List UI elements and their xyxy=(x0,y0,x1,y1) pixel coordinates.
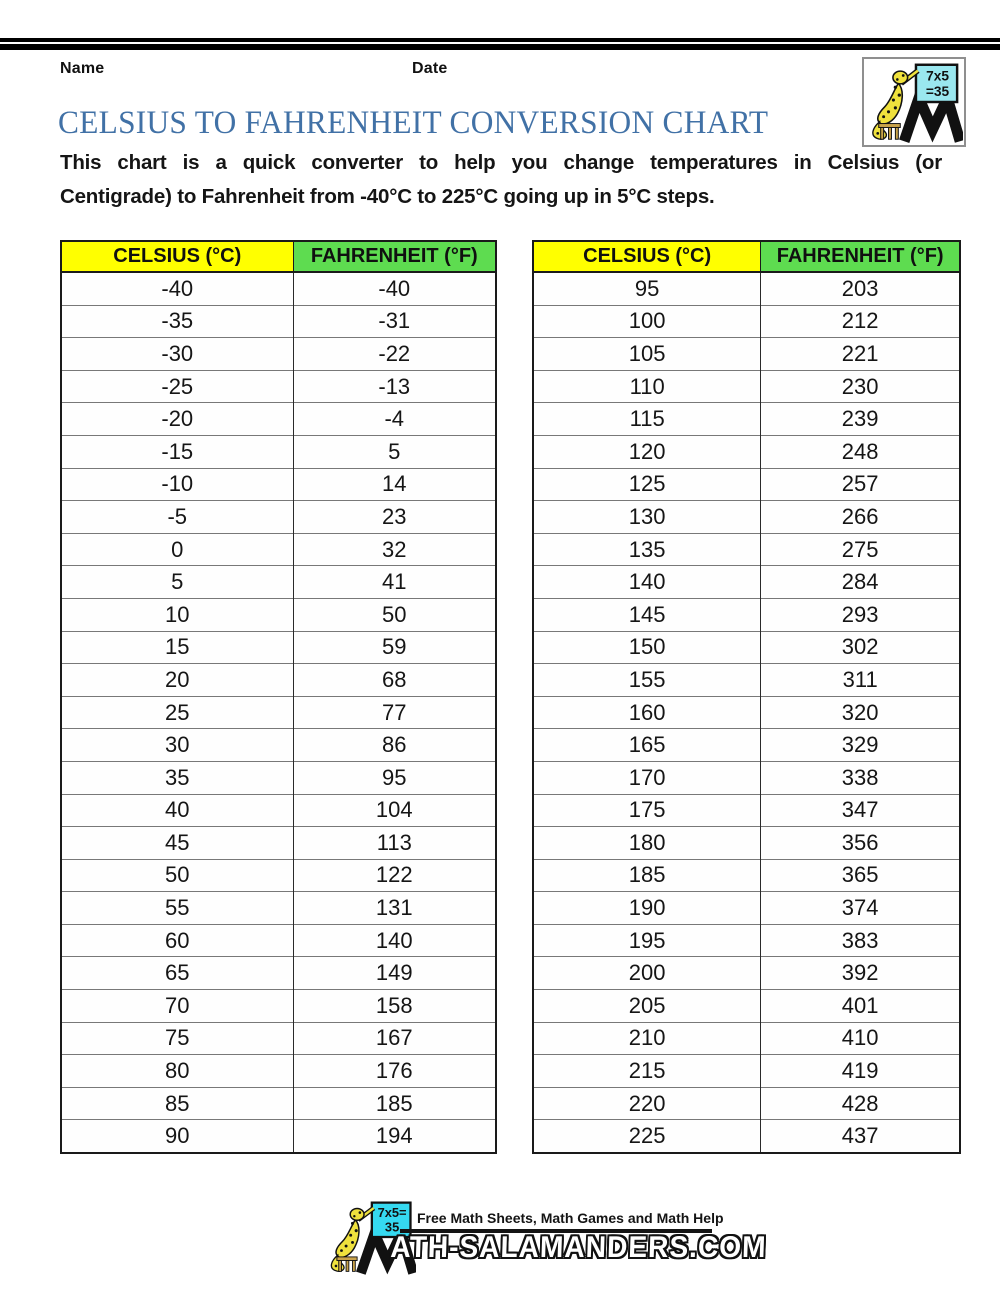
table-row xyxy=(533,924,960,957)
conversion-table-right xyxy=(532,240,961,1154)
description xyxy=(60,151,942,219)
fahrenheit-cell: 32 xyxy=(293,533,496,566)
fahrenheit-cell: 59 xyxy=(293,631,496,664)
fahrenheit-header: FAHRENHEIT (°F) xyxy=(761,241,960,272)
celsius-cell: 65 xyxy=(61,957,293,990)
celsius-cell: -35 xyxy=(61,305,293,338)
celsius-cell: 155 xyxy=(533,664,761,697)
fahrenheit-cell: 167 xyxy=(293,1022,496,1055)
fahrenheit-cell: 176 xyxy=(293,1055,496,1088)
celsius-cell: 125 xyxy=(533,468,761,501)
table-row xyxy=(533,794,960,827)
table-row xyxy=(61,761,496,794)
table-row xyxy=(533,696,960,729)
conversion-table xyxy=(532,240,961,1154)
table-row xyxy=(61,403,496,436)
fahrenheit-cell: 77 xyxy=(293,696,496,729)
celsius-cell: 220 xyxy=(533,1087,761,1120)
fahrenheit-cell: 248 xyxy=(761,435,960,468)
table-row xyxy=(61,305,496,338)
board-text-line2: 35 xyxy=(384,1219,400,1235)
table-row xyxy=(61,1055,496,1088)
date-label: Date xyxy=(412,60,448,77)
table-row xyxy=(533,1120,960,1153)
table-row xyxy=(61,501,496,534)
celsius-cell: 200 xyxy=(533,957,761,990)
fahrenheit-cell: 383 xyxy=(761,924,960,957)
board-text-line2: =35 xyxy=(925,84,950,100)
math-board xyxy=(916,65,957,102)
fahrenheit-cell: 104 xyxy=(293,794,496,827)
table-row xyxy=(61,533,496,566)
footer-tagline: Free Math Sheets, Math Games and Math Help xyxy=(417,1210,724,1226)
table-row xyxy=(61,729,496,762)
celsius-cell: 225 xyxy=(533,1120,761,1153)
celsius-cell: 210 xyxy=(533,1022,761,1055)
fahrenheit-cell: 140 xyxy=(293,924,496,957)
celsius-cell: 120 xyxy=(533,435,761,468)
table-row xyxy=(533,761,960,794)
fahrenheit-cell: 203 xyxy=(761,272,960,305)
fahrenheit-cell: 23 xyxy=(293,501,496,534)
celsius-cell: 165 xyxy=(533,729,761,762)
board-text-line1: 7x5= xyxy=(377,1205,407,1221)
fahrenheit-cell: -31 xyxy=(293,305,496,338)
celsius-cell: 175 xyxy=(533,794,761,827)
fahrenheit-cell: 122 xyxy=(293,859,496,892)
table-row xyxy=(61,338,496,371)
fahrenheit-cell: 419 xyxy=(761,1055,960,1088)
fahrenheit-cell: 266 xyxy=(761,501,960,534)
fahrenheit-cell: 338 xyxy=(761,761,960,794)
celsius-cell: 20 xyxy=(61,664,293,697)
table-row xyxy=(533,566,960,599)
celsius-cell: 170 xyxy=(533,761,761,794)
celsius-cell: 30 xyxy=(61,729,293,762)
celsius-cell: -10 xyxy=(61,468,293,501)
salamander-logo xyxy=(865,60,963,144)
celsius-cell: -20 xyxy=(61,403,293,436)
celsius-cell: 100 xyxy=(533,305,761,338)
celsius-header: CELSIUS (°C) xyxy=(61,241,293,272)
celsius-cell: 70 xyxy=(61,990,293,1023)
fahrenheit-cell: 131 xyxy=(293,892,496,925)
fahrenheit-cell: -40 xyxy=(293,272,496,305)
fahrenheit-cell: 302 xyxy=(761,631,960,664)
conversion-table xyxy=(60,240,497,1154)
table-row xyxy=(61,892,496,925)
table-row xyxy=(533,305,960,338)
celsius-cell: -40 xyxy=(61,272,293,305)
fahrenheit-cell: 320 xyxy=(761,696,960,729)
fahrenheit-cell: 86 xyxy=(293,729,496,762)
table-row xyxy=(533,1022,960,1055)
table-row xyxy=(533,631,960,664)
fahrenheit-cell: 356 xyxy=(761,827,960,860)
fahrenheit-cell: 113 xyxy=(293,827,496,860)
fahrenheit-cell: 275 xyxy=(761,533,960,566)
table-row xyxy=(61,794,496,827)
celsius-cell: 145 xyxy=(533,598,761,631)
table-row xyxy=(61,924,496,957)
celsius-cell: 135 xyxy=(533,533,761,566)
fahrenheit-cell: 329 xyxy=(761,729,960,762)
fahrenheit-cell: -22 xyxy=(293,338,496,371)
fahrenheit-cell: 257 xyxy=(761,468,960,501)
celsius-header: CELSIUS (°C) xyxy=(533,241,761,272)
fahrenheit-cell: 158 xyxy=(293,990,496,1023)
celsius-cell: 15 xyxy=(61,631,293,664)
fahrenheit-cell: 401 xyxy=(761,990,960,1023)
celsius-cell: 150 xyxy=(533,631,761,664)
fahrenheit-cell: 14 xyxy=(293,468,496,501)
celsius-cell: 180 xyxy=(533,827,761,860)
header-row xyxy=(533,241,960,272)
table-row xyxy=(533,664,960,697)
celsius-cell: -25 xyxy=(61,370,293,403)
celsius-cell: -5 xyxy=(61,501,293,534)
celsius-cell: 190 xyxy=(533,892,761,925)
celsius-cell: 205 xyxy=(533,990,761,1023)
fahrenheit-cell: 410 xyxy=(761,1022,960,1055)
page-title: CELSIUS TO FAHRENHEIT CONVERSION CHART xyxy=(58,105,769,141)
celsius-cell: 160 xyxy=(533,696,761,729)
table-row xyxy=(533,501,960,534)
table-row xyxy=(533,533,960,566)
fahrenheit-cell: 239 xyxy=(761,403,960,436)
table-row xyxy=(533,468,960,501)
celsius-cell: 10 xyxy=(61,598,293,631)
celsius-cell: 35 xyxy=(61,761,293,794)
celsius-cell: 25 xyxy=(61,696,293,729)
fahrenheit-cell: 5 xyxy=(293,435,496,468)
fahrenheit-cell: 230 xyxy=(761,370,960,403)
celsius-cell: 50 xyxy=(61,859,293,892)
table-row xyxy=(533,598,960,631)
letter-m-icon xyxy=(904,98,960,141)
celsius-cell: -15 xyxy=(61,435,293,468)
top-double-rule xyxy=(0,38,1000,50)
fahrenheit-cell: 212 xyxy=(761,305,960,338)
celsius-cell: 215 xyxy=(533,1055,761,1088)
celsius-cell: 115 xyxy=(533,403,761,436)
board-text-line1: 7x5 xyxy=(926,68,949,84)
fahrenheit-cell: 437 xyxy=(761,1120,960,1153)
fahrenheit-cell: 311 xyxy=(761,664,960,697)
celsius-cell: 105 xyxy=(533,338,761,371)
table-row xyxy=(533,892,960,925)
table-row xyxy=(61,631,496,664)
table-row xyxy=(61,827,496,860)
fahrenheit-cell: 428 xyxy=(761,1087,960,1120)
table-row xyxy=(533,859,960,892)
table-row xyxy=(61,696,496,729)
table-row xyxy=(533,435,960,468)
table-row xyxy=(533,990,960,1023)
name-label: Name xyxy=(60,60,105,77)
table-row xyxy=(61,1120,496,1153)
table-row xyxy=(61,370,496,403)
table-row xyxy=(533,827,960,860)
celsius-cell: 0 xyxy=(61,533,293,566)
celsius-cell: 45 xyxy=(61,827,293,860)
footer-wordmark: ATH-SALAMANDERS.COM xyxy=(389,1231,768,1264)
fahrenheit-cell: 392 xyxy=(761,957,960,990)
fahrenheit-cell: 50 xyxy=(293,598,496,631)
table-row xyxy=(61,664,496,697)
fahrenheit-cell: 374 xyxy=(761,892,960,925)
table-row xyxy=(533,403,960,436)
table-row xyxy=(533,729,960,762)
table-row xyxy=(61,990,496,1023)
celsius-cell: 95 xyxy=(533,272,761,305)
table-row xyxy=(61,1087,496,1120)
celsius-cell: 185 xyxy=(533,859,761,892)
celsius-cell: 60 xyxy=(61,924,293,957)
table-row xyxy=(61,598,496,631)
celsius-cell: 85 xyxy=(61,1087,293,1120)
celsius-cell: 110 xyxy=(533,370,761,403)
table-row xyxy=(533,957,960,990)
celsius-cell: 90 xyxy=(61,1120,293,1153)
table-row xyxy=(533,272,960,305)
celsius-cell: 55 xyxy=(61,892,293,925)
fahrenheit-cell: 221 xyxy=(761,338,960,371)
fahrenheit-cell: 41 xyxy=(293,566,496,599)
table-row xyxy=(61,468,496,501)
fahrenheit-cell: -13 xyxy=(293,370,496,403)
description-line-2: Centigrade) to Fahrenheit from -40°C to 225°C going up in 5°C steps. xyxy=(60,185,715,208)
celsius-cell: 195 xyxy=(533,924,761,957)
table-row xyxy=(533,1055,960,1088)
celsius-cell: 40 xyxy=(61,794,293,827)
fahrenheit-cell: -4 xyxy=(293,403,496,436)
celsius-cell: 5 xyxy=(61,566,293,599)
table-row xyxy=(61,272,496,305)
description-line-1: This chart is a quick converter to help you change temperatures in Celsius (or xyxy=(60,151,942,174)
fahrenheit-cell: 95 xyxy=(293,761,496,794)
fahrenheit-cell: 149 xyxy=(293,957,496,990)
table-row xyxy=(61,435,496,468)
header-row xyxy=(61,241,496,272)
fahrenheit-cell: 284 xyxy=(761,566,960,599)
fahrenheit-cell: 365 xyxy=(761,859,960,892)
conversion-table-left xyxy=(60,240,497,1154)
celsius-cell: 130 xyxy=(533,501,761,534)
table-row xyxy=(61,1022,496,1055)
table-row xyxy=(61,566,496,599)
celsius-cell: 75 xyxy=(61,1022,293,1055)
table-row xyxy=(533,1087,960,1120)
table-row xyxy=(61,859,496,892)
table-row xyxy=(533,338,960,371)
table-row xyxy=(533,370,960,403)
fahrenheit-cell: 347 xyxy=(761,794,960,827)
celsius-cell: 140 xyxy=(533,566,761,599)
fahrenheit-header: FAHRENHEIT (°F) xyxy=(293,241,496,272)
fahrenheit-cell: 68 xyxy=(293,664,496,697)
fahrenheit-cell: 293 xyxy=(761,598,960,631)
math-salamanders-logo-box xyxy=(862,57,966,147)
celsius-cell: -30 xyxy=(61,338,293,371)
table-row xyxy=(61,957,496,990)
fahrenheit-cell: 185 xyxy=(293,1087,496,1120)
fahrenheit-cell: 194 xyxy=(293,1120,496,1153)
celsius-cell: 80 xyxy=(61,1055,293,1088)
